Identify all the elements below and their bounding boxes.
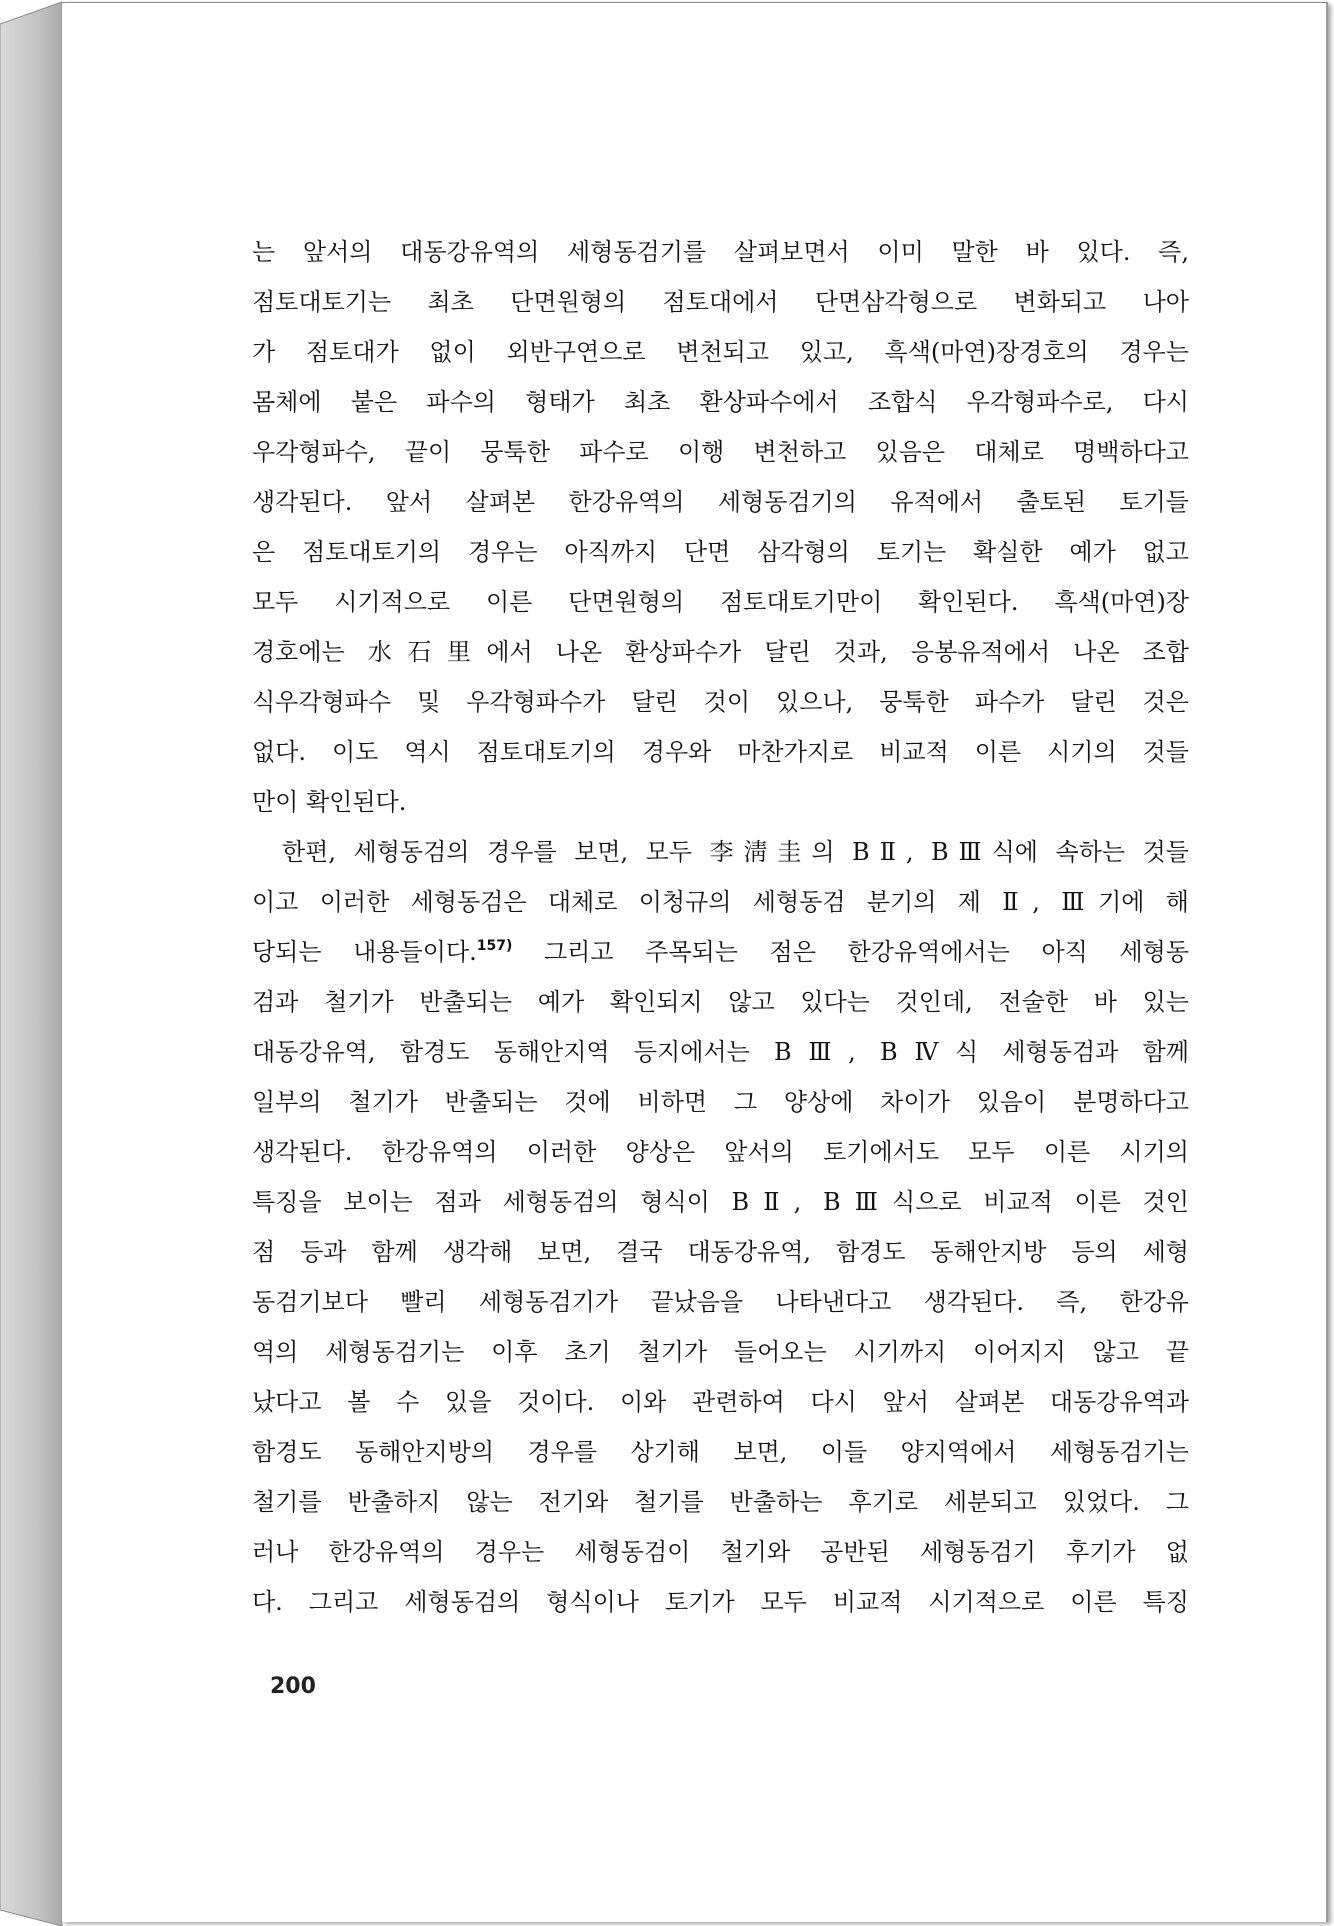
text-line: 모두 시기적으로 이른 단면원형의 점토대토기만이 확인된다. 흑색(마연)장 (252, 588, 1189, 616)
text-line: 는 앞서의 대동강유역의 세형동검기를 살펴보면서 이미 말한 바 있다. 즉, (252, 238, 1189, 266)
page-number: 200 (270, 1674, 316, 1699)
text-line: 몸체에 붙은 파수의 형태가 최초 환상파수에서 조합식 우각형파수로, 다시 (252, 388, 1189, 416)
text-segment: 당되는 내용들이다. (252, 938, 477, 966)
paragraph (252, 827, 1189, 1627)
page-body-text (252, 227, 1189, 1627)
paragraph (252, 227, 1189, 827)
footnote-reference: 157) (476, 938, 513, 954)
text-line: 점 등과 함께 생각해 보면, 결국 대동강유역, 함경도 동해안지방 등의 세형 (252, 1238, 1189, 1266)
text-line: 대동강유역, 함경도 동해안지역 등지에서는 BⅢ, BⅣ식 세형동검과 함께 (252, 1038, 1189, 1066)
text-line: 만이 확인된다. (252, 788, 407, 816)
text-line (252, 927, 1189, 977)
text-line: 특징을 보이는 점과 세형동검의 형식이 BⅡ, BⅢ식으로 비교적 이른 것인 (252, 1188, 1189, 1216)
text-line: 생각된다. 앞서 살펴본 한강유역의 세형동검기의 유적에서 출토된 토기들 (252, 488, 1189, 516)
text-line: 역의 세형동검기는 이후 초기 철기가 들어오는 시기까지 이어지지 않고 끝 (252, 1338, 1189, 1366)
text-line: 다. 그리고 세형동검의 형식이나 토기가 모두 비교적 시기적으로 이른 특징 (252, 1588, 1189, 1616)
text-line: 났다고 볼 수 있을 것이다. 이와 관련하여 다시 앞서 살펴본 대동강유역과 (252, 1388, 1189, 1416)
text-line: 철기를 반출하지 않는 전기와 철기를 반출하는 후기로 세분되고 있었다. 그 (252, 1488, 1189, 1516)
text-line: 러나 한강유역의 경우는 세형동검이 철기와 공반된 세형동검기 후기가 없 (252, 1538, 1189, 1566)
text-line: 식우각형파수 및 우각형파수가 달린 것이 있으나, 뭉툭한 파수가 달린 것은 (252, 688, 1189, 716)
text-line: 동검기보다 빨리 세형동검기가 끝났음을 나타낸다고 생각된다. 즉, 한강유 (252, 1288, 1189, 1316)
text-line: 없다. 이도 역시 점토대토기의 경우와 마찬가지로 비교적 이른 시기의 것들 (252, 738, 1189, 766)
text-line: 함경도 동해안지방의 경우를 상기해 보면, 이들 양지역에서 세형동검기는 (252, 1438, 1189, 1466)
book-spine-edge (0, 0, 64, 1926)
text-line: 가 점토대가 없이 외반구연으로 변천되고 있고, 흑색(마연)장경호의 경우는 (252, 338, 1189, 366)
text-line: 한편, 세형동검의 경우를 보면, 모두 李淸圭의 BⅡ, BⅢ식에 속하는 것들 (282, 838, 1189, 866)
text-line: 경호에는 水石里에서 나온 환상파수가 달린 것과, 응봉유적에서 나온 조합 (252, 638, 1189, 666)
text-line: 점토대토기는 최초 단면원형의 점토대에서 단면삼각형으로 변화되고 나아 (252, 288, 1189, 316)
text-line: 이고 이러한 세형동검은 대체로 이청규의 세형동검 분기의 제 Ⅱ, Ⅲ기에 해 (252, 888, 1189, 916)
text-line: 생각된다. 한강유역의 이러한 양상은 앞서의 토기에서도 모두 이른 시기의 (252, 1138, 1189, 1166)
text-line: 은 점토대토기의 경우는 아직까지 단면 삼각형의 토기는 확실한 예가 없고 (252, 538, 1189, 566)
text-line: 검과 철기가 반출되는 예가 확인되지 않고 있다는 것인데, 전술한 바 있는 (252, 988, 1189, 1016)
text-line: 일부의 철기가 반출되는 것에 비하면 그 양상에 차이가 있음이 분명하다고 (252, 1088, 1189, 1116)
text-segment: 그리고 주목되는 점은 한강유역에서는 아직 세형동 (512, 938, 1189, 966)
text-line: 우각형파수, 끝이 뭉툭한 파수로 이행 변천하고 있음은 대체로 명백하다고 (252, 438, 1189, 466)
